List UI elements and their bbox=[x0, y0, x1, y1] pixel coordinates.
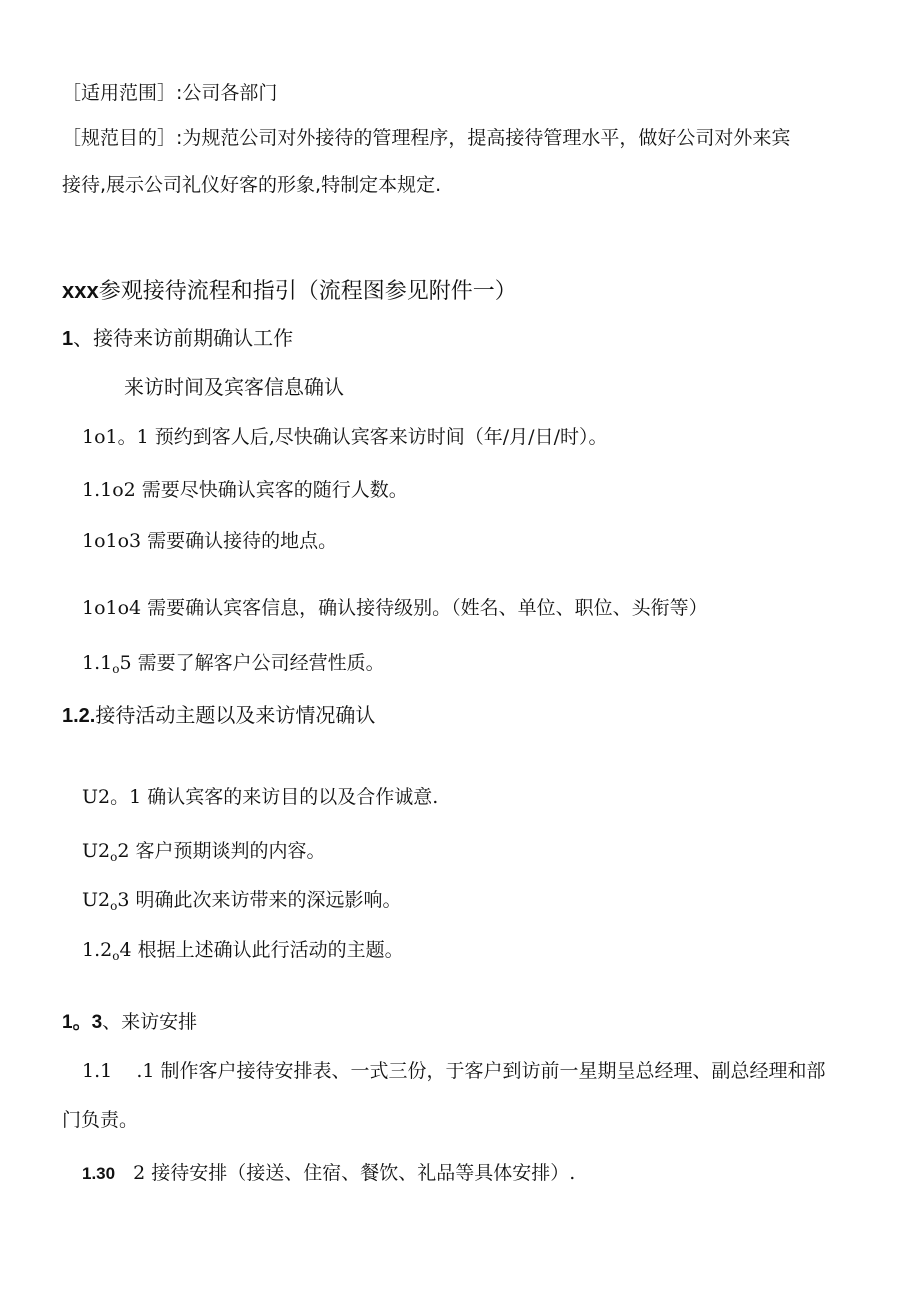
item-1-1-1: 1o1。1 预约到客人后,尽快确认宾客来访时间（年/月/日/时）。 bbox=[82, 426, 608, 448]
item-1-2-3-text: 3 明确此次来访带来的深远影响。 bbox=[117, 889, 402, 911]
item-1-1-2: 1.1o2 需要尽快确认宾客的随行人数。 bbox=[82, 479, 408, 501]
section-1-2-number: 1.2. bbox=[62, 705, 96, 727]
page-title bbox=[62, 280, 517, 303]
item-1-3-1-line-2: 门负责。 bbox=[62, 1109, 139, 1131]
section-1-subtitle: 来访时间及宾客信息确认 bbox=[124, 375, 344, 399]
item-1-2-3 bbox=[82, 891, 401, 912]
section-1-number: 1 bbox=[62, 328, 74, 350]
section-1-title: 、接待来访前期确认工作 bbox=[73, 326, 294, 350]
item-1-1-5-text: 5 需要了解客户公司经营性质。 bbox=[119, 652, 385, 674]
section-1-3-number: 1。3 bbox=[62, 1012, 103, 1033]
item-1-1-5-sub: o bbox=[112, 662, 120, 676]
item-1-1-3: 1o1o3 需要确认接待的地点。 bbox=[82, 530, 338, 552]
title-prefix: xxx bbox=[62, 278, 99, 303]
item-1-2-2-sub: o bbox=[110, 850, 118, 864]
item-1-2-1: U2。1 确认宾客的来访目的以及合作诚意. bbox=[82, 786, 439, 808]
item-1-2-4-sub: o bbox=[112, 949, 120, 963]
scope-line: ［适用范围］:公司各部门 bbox=[62, 82, 278, 104]
item-1-2-3-sub: o bbox=[110, 899, 118, 913]
item-1-3-2-text: 2 接待安排（接送、住宿、餐饮、礼品等具体安排）. bbox=[133, 1162, 576, 1184]
section-1-2-heading bbox=[62, 705, 375, 726]
item-1-2-2-pre: U2 bbox=[82, 840, 111, 862]
section-1-heading bbox=[62, 328, 293, 349]
item-1-2-3-pre: U2 bbox=[82, 889, 111, 911]
item-1-2-4-pre: 1.2 bbox=[82, 939, 113, 961]
item-1-1-5 bbox=[82, 654, 385, 675]
item-1-2-4-text: 4 根据上述确认此行活动的主题。 bbox=[119, 939, 404, 961]
item-1-2-2 bbox=[82, 842, 325, 863]
purpose-line-2: 接待,展示公司礼仪好客的形象,特制定本规定. bbox=[62, 174, 442, 196]
item-1-1-5-pre: 1.1 bbox=[82, 652, 113, 674]
purpose-line-1: ［规范目的］:为规范公司对外接待的管理程序，提高接待管理水平，做好公司对外来宾 bbox=[62, 127, 791, 149]
item-1-1-4: 1o1o4 需要确认宾客信息，确认接待级别。（姓名、单位、职位、头衔等） bbox=[82, 597, 708, 619]
item-1-2-2-text: 2 客户预期谈判的内容。 bbox=[117, 840, 326, 862]
section-1-2-title: 接待活动主题以及来访情况确认 bbox=[95, 703, 376, 727]
section-1-3-title: 、来访安排 bbox=[102, 1011, 198, 1033]
item-1-3-1-line-1: 1.1 .1 制作客户接待安排表、一式三份，于客户到访前一星期呈总经理、副总经理和部 bbox=[82, 1060, 826, 1082]
section-1-3-heading bbox=[62, 1013, 197, 1032]
title-text: 参观接待流程和指引（流程图参见附件一） bbox=[98, 279, 517, 304]
item-1-2-4 bbox=[82, 941, 404, 962]
item-1-3-2 bbox=[82, 1164, 575, 1183]
item-1-3-2-number: 1.30 bbox=[82, 1164, 116, 1183]
